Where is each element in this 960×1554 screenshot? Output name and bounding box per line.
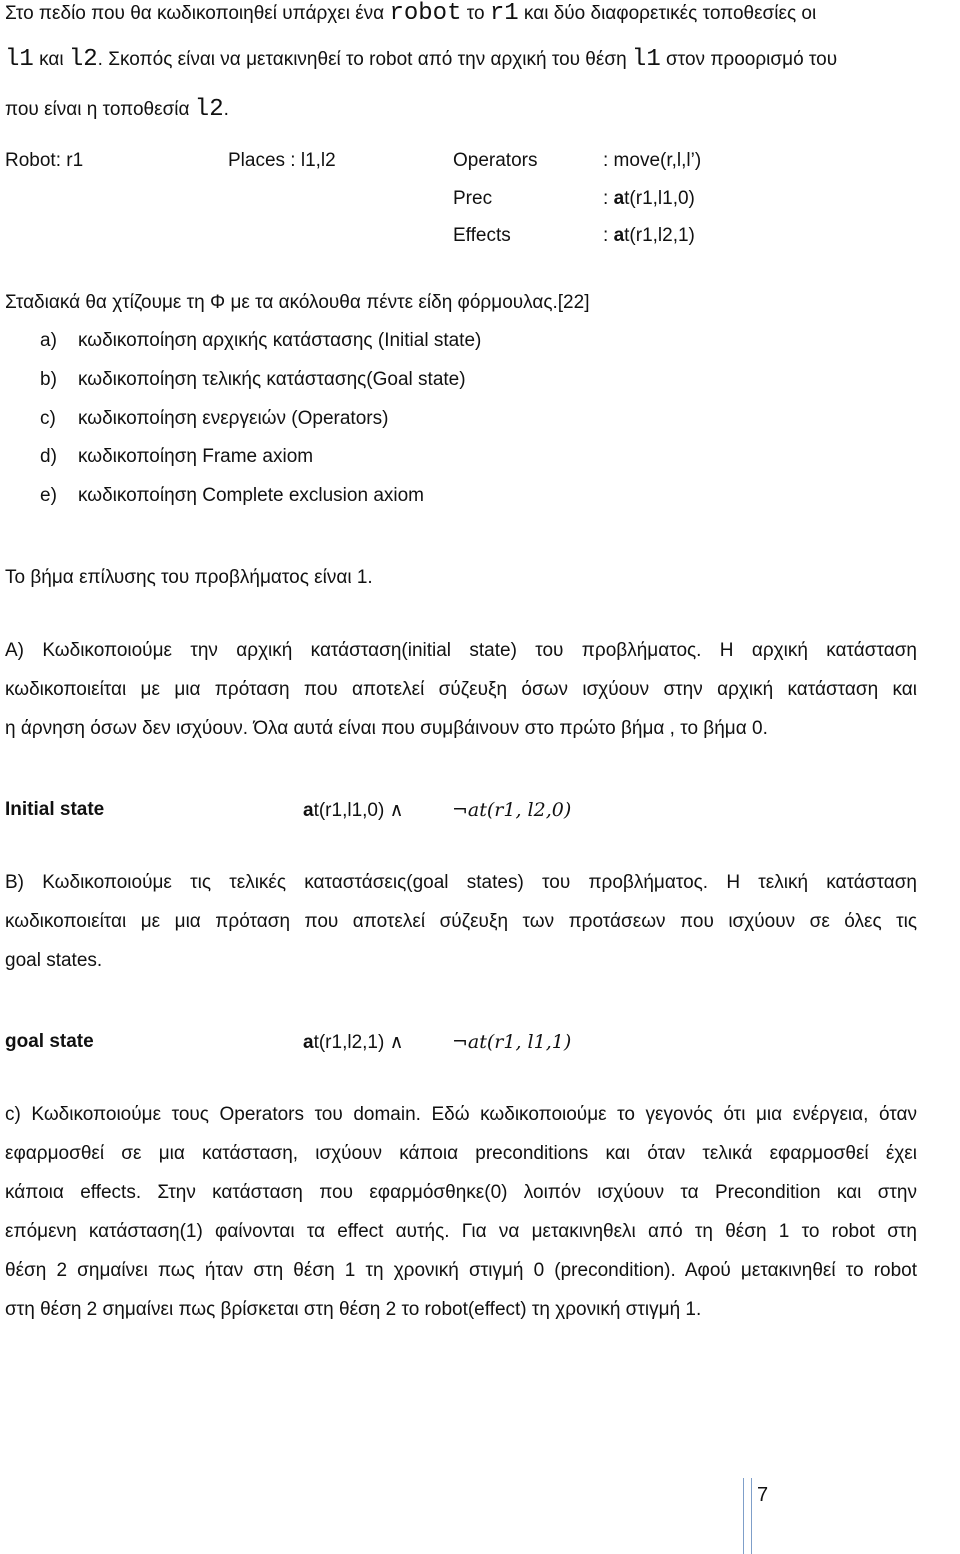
list-label: e) (40, 485, 57, 506)
list-item (40, 485, 424, 507)
intro-text: . Σκοπός είναι να μετακινηθεί το robot από την αρχική του θέση (97, 49, 632, 70)
domain-prec-label: Prec (453, 188, 493, 209)
list-item (40, 408, 388, 430)
formula-rest: t(r1,l1,0) ∧ (313, 800, 404, 821)
goal-state-label: goal state (5, 1031, 94, 1052)
intro-text: και δύο διαφορετικές τοποθεσίες οι (518, 3, 817, 24)
list-item (40, 446, 313, 468)
prec-rest: t(r1,l1,0) (624, 188, 695, 209)
effects-rest: t(r1,l2,1) (624, 225, 695, 246)
domain-places: Places : l1,l2 (228, 150, 336, 171)
domain-effects-label: Effects (453, 225, 511, 246)
section-c-line: εφαρμοσθεί σε μια κατάσταση, ισχύουν κάποια preconditions και όταν τελικά εφαρμοσθεί έχει (5, 1143, 917, 1164)
section-c-line: κάποια effects. Στην κατάσταση που εφαρμόσθηκε(0) λοιπόν ισχύουν τα Precondition και στην (5, 1182, 917, 1203)
intro-line-1 (5, 0, 816, 27)
formula-rest: t(r1,l2,1) ∧ (313, 1032, 404, 1053)
colon: : (603, 188, 614, 209)
list-label: c) (40, 408, 56, 429)
list-text: κωδικοποίηση τελικής κατάστασης(Goal state) (78, 369, 466, 390)
step-sentence: Το βήμα επίλυσης του προβλήματος είναι 1. (5, 567, 373, 588)
intro-text: και (33, 49, 69, 70)
code-l2: l2 (194, 96, 224, 123)
section-c-line: c) Κωδικοποιούμε τους Operators του domain. Εδώ κωδικοποιούμε το γεγονός ότι μια ενέργεια, όταν (5, 1104, 917, 1125)
code-l1: l1 (631, 46, 661, 73)
domain-effects-value (603, 225, 695, 247)
formula-a: a (303, 1032, 314, 1053)
list-label: d) (40, 446, 57, 467)
domain-prec-value (603, 188, 695, 210)
list-item (40, 330, 481, 352)
initial-state-formula (303, 799, 404, 822)
page-number: 7 (757, 1484, 769, 1506)
section-b-line: goal states. (5, 950, 103, 971)
effects-a: a (613, 225, 625, 246)
domain-robot: Robot: r1 (5, 150, 84, 171)
code-l1: l1 (5, 46, 34, 73)
list-text: κωδικοποίηση Frame axiom (78, 446, 314, 467)
domain-operators-value: : move(r,l,l’) (603, 150, 702, 171)
build-sentence: Σταδιακά θα χτίζουμε τη Φ με τα ακόλουθα πέντε είδη φόρμουλας.[22] (5, 292, 590, 313)
list-text: κωδικοποίηση αρχικής κατάστασης (Initial state) (78, 330, 482, 351)
code-l2: l2 (68, 46, 98, 73)
intro-line-2 (5, 46, 837, 73)
initial-state-label: Initial state (5, 799, 105, 820)
goal-state-negation: ¬at(r1, l1,1) (452, 1031, 572, 1053)
section-b-line: B) Κωδικοποιούμε τις τελικές καταστάσεις(goal states) του προβλήματος. Η τελική κατάσταση (5, 872, 917, 893)
section-a-line: κωδικοποιείται με μια πρόταση που αποτελεί σύζευξη όσων ισχύουν στην αρχική κατάσταση και (5, 679, 917, 700)
list-item (40, 369, 466, 391)
intro-text: Στο πεδίο που θα κωδικοποιηθεί υπάρχει ένα (5, 3, 390, 24)
section-c-line: θέση 2 σημαίνει πως ήταν στη θέση 1 τη χρονική στιγμή 0 (precondition). Αφού μετακινηθεί το robot (5, 1260, 917, 1281)
intro-text: το (461, 3, 490, 24)
formula-a: a (303, 800, 314, 821)
intro-text: που είναι η τοποθεσία (5, 99, 195, 120)
code-r1: r1 (489, 0, 519, 27)
page-number-bar (743, 1478, 752, 1554)
section-c-line: στη θέση 2 σημαίνει πως βρίσκεται στη θέση 2 το robot(effect) τη χρονική στιγμή 1. (5, 1299, 702, 1320)
intro-text: στον προορισμό του (660, 49, 838, 70)
list-text: κωδικοποίηση Complete exclusion axiom (78, 485, 424, 506)
initial-state-negation: ¬at(r1, l2,0) (452, 799, 572, 821)
section-c-line: επόμενη κατάσταση(1) φαίνονται τα effect αυτής. Για να μετακινηθελι από τη θέση 1 το robot στη (5, 1221, 917, 1242)
intro-text: . (223, 99, 229, 120)
section-a-line: η άρνηση όσων δεν ισχύουν. Όλα αυτά είναι που συμβάινουν στο πρώτο βήμα , το βήμα 0. (5, 718, 768, 739)
section-a-line: A) Κωδικοποιούμε την αρχική κατάσταση(initial state) του προβλήματος. Η αρχική κατάσταση (5, 640, 917, 661)
prec-a: a (613, 188, 625, 209)
section-b-line: κωδικοποιείται με μια πρόταση που αποτελεί σύζευξη των προτάσεων που ισχύουν σε όλες τις (5, 911, 917, 932)
colon: : (603, 225, 614, 246)
domain-operators-label: Operators (453, 150, 538, 171)
code-robot: robot (389, 0, 462, 27)
intro-line-3 (5, 96, 229, 123)
list-text: κωδικοποίηση ενεργειών (Operators) (78, 408, 389, 429)
list-label: b) (40, 369, 57, 390)
goal-state-formula (303, 1031, 404, 1054)
list-label: a) (40, 330, 57, 351)
